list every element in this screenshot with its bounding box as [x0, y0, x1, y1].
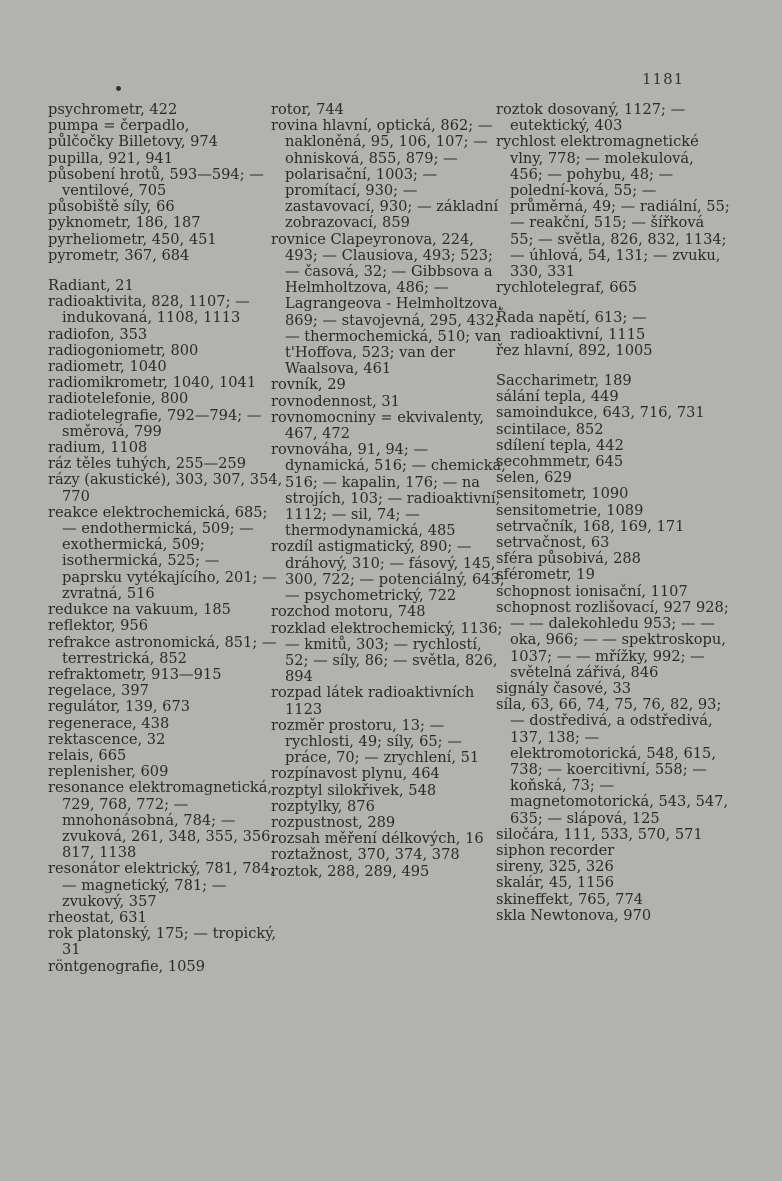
index-entry: skineffekt, 765, 774	[496, 890, 644, 908]
index-entry: rozptylky, 876	[271, 797, 375, 815]
index-entry: rozptyl silokřivek, 548	[271, 781, 437, 799]
index-entry: radiogoniometr, 800	[48, 341, 199, 359]
index-entry: rozpad látek radioaktivních 1123	[271, 684, 475, 718]
index-entry: reakce elektrochemická, 685; — endothermická, 509; — exothermická, 509; isothermická, 525; — paprsku vytékajícího, 201; — zvratná, 516	[48, 503, 277, 602]
index-entry: radiotelefonie, 800	[48, 390, 189, 408]
index-entry: síla, 63, 66, 74, 75, 76, 82, 93; — dostředivá, a odstředivá, 137, 138; — elektromotorická, 548, 615, 738; — koercitivní, 558; — koňská, 73; — magnetomotorická, 543, 547, 635; — slápová, 125	[496, 696, 729, 827]
index-entry: Radiant, 21	[48, 277, 134, 295]
index-entry: radiotelegrafie, 792—794; — směrová, 799	[48, 406, 262, 440]
index-entry: setrvačník, 168, 169, 171	[496, 517, 685, 535]
index-entry: Saccharimetr, 189	[496, 372, 632, 390]
index-entry: roztažnost, 370, 374, 378	[271, 846, 460, 864]
index-entry: působiště síly, 66	[48, 198, 175, 216]
index-entry: replenisher, 609	[48, 763, 169, 781]
section-break	[48, 264, 283, 278]
index-entry: psychrometr, 422	[48, 101, 178, 118]
index-entry: rovník, 29	[271, 376, 346, 394]
index-entry: řez hlavní, 892, 1005	[496, 341, 653, 359]
index-entry: rotor, 744	[271, 101, 344, 118]
index-entry: relais, 665	[48, 746, 127, 764]
index-entry: selen, 629	[496, 469, 572, 487]
ink-dot	[116, 86, 121, 91]
index-entry: rozsah měření délkových, 16	[271, 830, 484, 848]
index-entry: rheostat, 631	[48, 908, 147, 926]
index-entry: roztok, 288, 289, 495	[271, 862, 430, 880]
index-entry: sálání tepla, 449	[496, 388, 619, 406]
index-column-right	[496, 102, 731, 924]
index-entry: půlčočky Billetovy, 974	[48, 133, 218, 151]
index-entry: rychlost elektromagnetické vlny, 778; — molekulová, 456; — pohybu, 48; — polední-ková, 55; — průměrná, 49; — radiální, 55; — reakční, 515; — šířková 55; — světla, 826, 832, 1134; — úhlová, 54, 131; — zvuku, 330, 331	[496, 133, 730, 281]
index-entry: skalár, 45, 1156	[496, 874, 615, 892]
index-entry: samoindukce, 643, 716, 731	[496, 404, 705, 422]
index-entry: pyknometr, 186, 187	[48, 214, 201, 232]
index-entry: rázy (akustické), 303, 307, 354, 770	[48, 471, 283, 505]
index-entry: pyrometr, 367, 684	[48, 246, 190, 264]
section-break	[496, 359, 731, 373]
index-entry: sensitometr, 1090	[496, 485, 629, 503]
index-entry: rovnice Clapeyronova, 224, 493; — Clausiova, 493; 523; — časová, 32; — Gibbsova a Helmholtzova, 486; — Lagrangeova - Helmholtzova, 869; — stavojevná, 295, 432; — thermochemická, 510; van t'Hoffova, 523; van der Waalsova, 461	[271, 230, 503, 378]
index-entry: rok platonský, 175; — tropický, 31	[48, 925, 277, 959]
index-entry: refraktometr, 913—915	[48, 665, 222, 683]
index-column-left	[48, 102, 283, 975]
page-number: 1181	[642, 70, 685, 88]
index-entry: schopnost rozlišovací, 927 928; — — dalekohledu 953; — — oka, 966; — — spektroskopu, 1037; — — mřížky, 992; — světelná zářivá, 846	[496, 598, 729, 681]
index-entry: signály časové, 33	[496, 679, 632, 697]
index-entry: sféra působivá, 288	[496, 550, 641, 568]
index-entry: radiomikrometr, 1040, 1041	[48, 374, 257, 392]
index-entry: sensitometrie, 1089	[496, 501, 644, 519]
index-entry: resonance elektromagnetická, 729, 768, 772; — mnohonásobná, 784; — zvuková, 261, 348, 355, 356, 817, 1138	[48, 779, 276, 862]
index-entry: rozpustnost, 289	[271, 813, 396, 831]
index-entry: rovnodennost, 31	[271, 392, 400, 410]
index-entry: rozklad elektrochemický, 1136; — kmitů, 303; — rychlostí, 52; — síly, 86; — světla, 826, 894	[271, 619, 503, 686]
index-entry: siphon recorder	[496, 841, 615, 859]
index-column-middle	[271, 102, 506, 880]
index-entry: resonátor elektrický, 781, 784; — magnetický, 781; — zvukový, 357	[48, 860, 276, 910]
index-entry: setrvačnost, 63	[496, 534, 610, 552]
index-entry: sférometr, 19	[496, 566, 595, 584]
index-entry: rovnováha, 91, 94; — dynamická, 516; — chemická, 516; — kapalin, 176; — na strojích, 103; — radioaktivní, 1112; — sil, 74; — thermodynamická, 485	[271, 441, 506, 540]
index-entry: pumpa = čerpadlo,	[48, 117, 190, 135]
index-entry: regulátor, 139, 673	[48, 698, 191, 716]
index-entry: rektascence, 32	[48, 730, 166, 748]
index-entry: sdílení tepla, 442	[496, 436, 624, 454]
index-entry: sireny, 325, 326	[496, 858, 614, 876]
index-entry: redukce na vakuum, 185	[48, 601, 231, 619]
index-entry: rozchod motoru, 748	[271, 603, 426, 621]
index-entry: ráz těles tuhých, 255—259	[48, 455, 246, 473]
index-entry: pupilla, 921, 941	[48, 149, 174, 167]
index-entry: schopnost ionisační, 1107	[496, 582, 688, 600]
index-entry: siločára, 111, 533, 570, 571	[496, 825, 703, 843]
index-entry: regelace, 397	[48, 682, 149, 700]
index-entry: regenerace, 438	[48, 714, 170, 732]
index-entry: rychlotelegraf, 665	[496, 279, 638, 297]
index-entry: rozdíl astigmatický, 890; — dráhový, 310; — fásový, 145, 300, 722; — potenciálný, 643; — psychometrický, 722	[271, 538, 505, 605]
index-entry: radium, 1108	[48, 439, 148, 457]
index-entry: roztok dosovaný, 1127; — eutektický, 403	[496, 101, 686, 135]
index-entry: radioaktivita, 828, 1107; — indukovaná, 1108, 1113	[48, 293, 250, 327]
index-entry: rovnomocniny = ekvivalenty, 467, 472	[271, 408, 485, 443]
index-entry: rovina hlavní, optická, 862; — nakloněná, 95, 106, 107; — ohnisková, 855, 879; — polarisační, 1003; — promítací, 930; — zastavovací, 930; — základní zobrazovací, 859	[271, 117, 499, 232]
index-entry: scintilace, 852	[496, 420, 604, 438]
index-entry: radiometr, 1040	[48, 358, 167, 376]
index-entry: reflektor, 956	[48, 617, 148, 635]
index-entry: pyrheliometr, 450, 451	[48, 230, 217, 248]
index-entry: působení hrotů, 593—594; — ventilové, 705	[48, 165, 264, 200]
index-entry: Řada napětí, 613; — radioaktivní, 1115	[496, 309, 647, 343]
index-entry: radiofon, 353	[48, 325, 148, 343]
index-entry: skla Newtonova, 970	[496, 906, 652, 924]
index-entry: rozměr prostoru, 13; — rychlosti, 49; síly, 65; — práce, 70; — zrychlení, 51	[271, 716, 480, 767]
index-entry: rozpínavost plynu, 464	[271, 765, 440, 783]
index-entry: secohmmetr, 645	[496, 453, 624, 471]
index-entry: röntgenografie, 1059	[48, 957, 205, 975]
index-entry: refrakce astronomická, 851; — terrestrická, 852	[48, 633, 277, 667]
